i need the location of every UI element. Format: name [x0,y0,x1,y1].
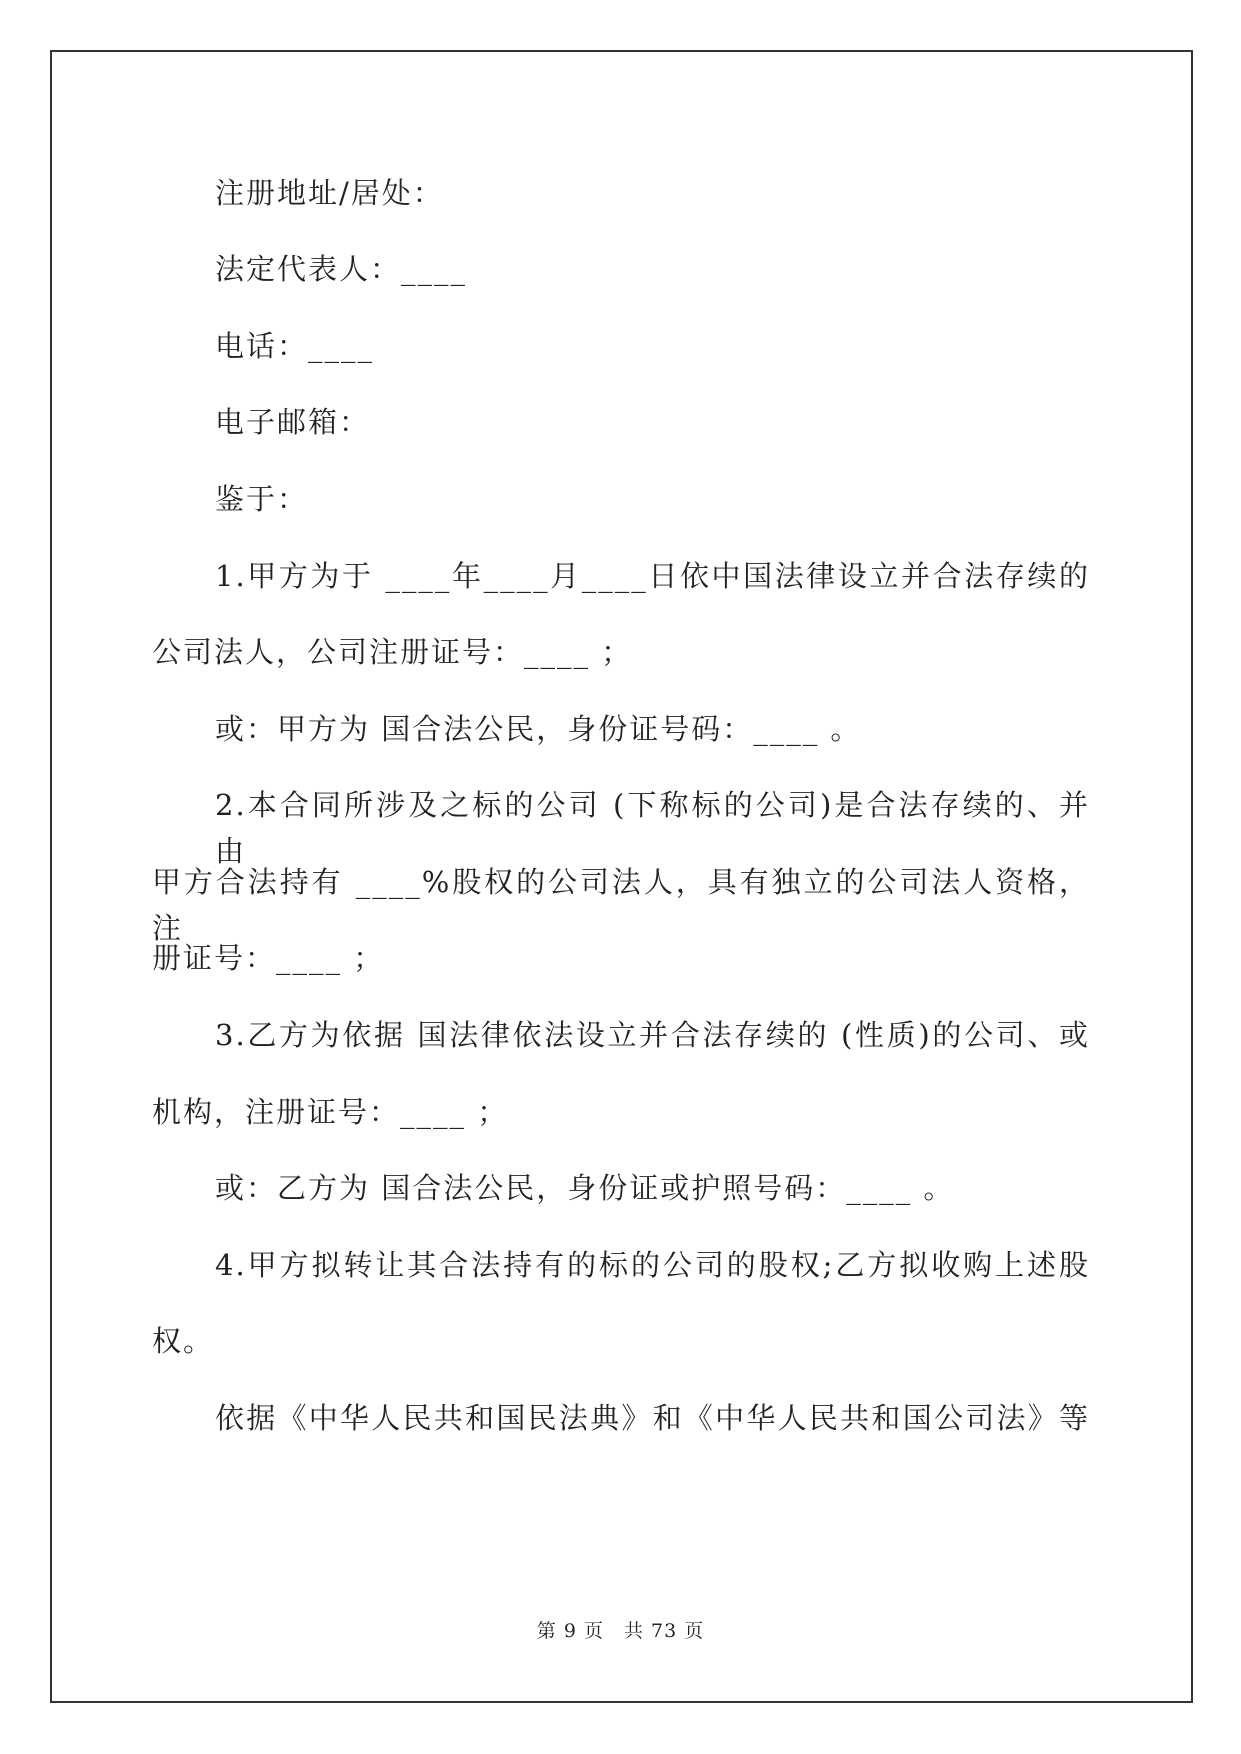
email-line: 电子邮箱： [215,405,371,439]
clause-4-line-2: 权。 [152,1324,215,1358]
clause-1-line-2: 公司法人，公司注册证号：____ ； [152,635,633,669]
clause-1-alternative: 或：甲方为 国合法公民，身份证号码：____ 。 [215,712,862,746]
clause-4-line-1: 4.甲方拟转让其合法持有的标的公司的股权;乙方拟收购上述股 [215,1248,1090,1282]
page-number: 第 9 页 共 73 页 [536,1620,705,1642]
clause-2-line-2: 甲方合法持有 ____%股权的公司法人，具有独立的公司法人资格，注 [152,865,1090,945]
clause-1-line-1: 1.甲方为于 ____年____月____日依中国法律设立并合法存续的 [215,559,1090,593]
clause-2-line-3: 册证号：____ ； [152,941,385,975]
clause-2-line-1: 2.本合同所涉及之标的公司 (下称标的公司)是合法存续的、并由 [215,788,1090,868]
legal-basis-line: 依据《中华人民共和国民法典》和《中华人民共和国公司法》等 [215,1401,1090,1435]
clause-3-line-1: 3.乙方为依据 国法律依法设立并合法存续的 (性质)的公司、或 [215,1018,1090,1052]
clause-3-alternative: 或：乙方为 国合法公民，身份证或护照号码：____ 。 [215,1171,955,1205]
whereas-heading: 鉴于： [215,482,309,516]
registered-address-line: 注册地址/居处： [215,176,444,210]
phone-line: 电话：____ [215,329,375,363]
clause-3-line-2: 机构，注册证号：____ ； [152,1095,509,1129]
legal-representative-line: 法定代表人：____ [215,252,468,286]
